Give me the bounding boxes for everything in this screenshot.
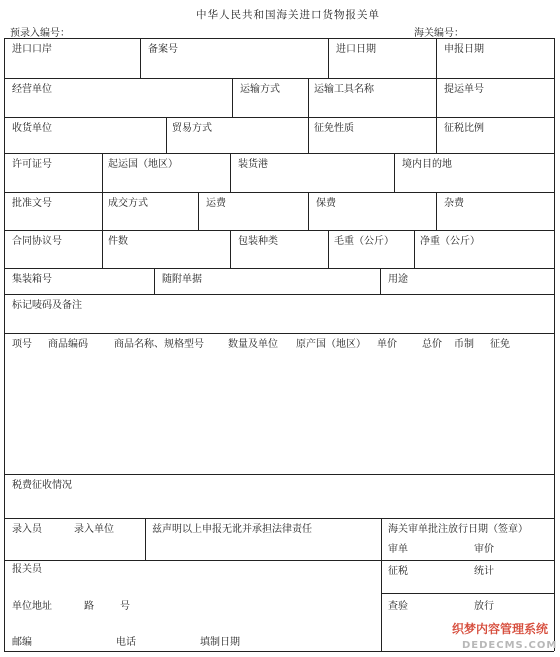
row-divider <box>4 117 554 118</box>
levy-tax-label: 征税 <box>388 566 408 577</box>
consignee-label: 收货单位 <box>12 123 52 134</box>
row-divider <box>4 230 554 231</box>
loading-port-label: 装货港 <box>238 159 268 170</box>
package-type-label: 包装种类 <box>238 236 278 247</box>
net-weight-label: 净重（公斤） <box>420 236 480 247</box>
review-label: 审单 <box>388 544 408 555</box>
release-label: 放行 <box>474 601 494 612</box>
origin-country-label: 起运国（地区） <box>108 159 178 170</box>
table-right-border <box>554 38 555 651</box>
cell-divider <box>436 38 437 78</box>
cell-divider <box>328 230 329 268</box>
contract-no-label: 合同协议号 <box>12 236 62 247</box>
row-divider <box>4 518 554 519</box>
cell-divider <box>328 38 329 78</box>
deal-mode-label: 成交方式 <box>108 198 148 209</box>
cell-divider <box>166 117 167 153</box>
container-no-label: 集装箱号 <box>12 274 52 285</box>
cell-divider <box>436 117 437 153</box>
row-divider <box>4 268 554 269</box>
inspection-label: 查验 <box>388 601 408 612</box>
watermark-text-en: DEDECMS.COM <box>462 640 558 651</box>
unit-price-header: 单价 <box>377 339 397 350</box>
table-left-border <box>4 38 5 651</box>
customs-no-label: 海关编号： <box>414 28 464 39</box>
cell-divider <box>308 192 309 230</box>
cell-divider <box>308 78 309 117</box>
row-divider <box>4 333 554 334</box>
name-spec-header: 商品名称、规格型号 <box>114 339 204 350</box>
cell-divider <box>230 230 231 268</box>
transport-name-label: 运输工具名称 <box>314 84 374 95</box>
destination-label: 境内目的地 <box>402 159 452 170</box>
declare-date-label: 申报日期 <box>444 44 484 55</box>
qty-unit-header: 数量及单位 <box>228 339 278 350</box>
form-title: 中华人民共和国海关进口货物报关单 <box>196 9 380 21</box>
gross-weight-label: 毛重（公斤） <box>334 236 394 247</box>
item-no-header: 项号 <box>12 339 32 350</box>
marks-remarks-label: 标记唛码及备注 <box>12 300 82 311</box>
table-top-border <box>4 38 554 39</box>
entry-clerk-label: 录入员 <box>12 524 42 535</box>
cell-divider <box>102 230 103 268</box>
bottom-row-divider <box>4 560 554 561</box>
levy-nature-label: 征免性质 <box>314 123 354 134</box>
levy-ratio-label: 征税比例 <box>444 123 484 134</box>
usage-label: 用途 <box>388 274 408 285</box>
cell-divider <box>394 153 395 192</box>
postcode-label: 邮编 <box>12 637 32 648</box>
cell-divider <box>145 518 146 560</box>
cell-divider <box>198 192 199 230</box>
attached-docs-label: 随附单据 <box>162 274 202 285</box>
pre-entry-no-label: 预录入编号： <box>10 28 70 39</box>
statistics-label: 统计 <box>474 566 494 577</box>
trade-mode-label: 贸易方式 <box>172 123 212 134</box>
approval-no-label: 批准文号 <box>12 198 52 209</box>
cell-divider <box>308 117 309 153</box>
cell-divider <box>436 78 437 117</box>
freight-label: 运费 <box>206 198 226 209</box>
transport-mode-label: 运输方式 <box>240 84 280 95</box>
row-divider <box>4 153 554 154</box>
insurance-label: 保费 <box>316 198 336 209</box>
cell-divider <box>102 192 103 230</box>
cell-divider <box>414 230 415 268</box>
pieces-label: 件数 <box>108 236 128 247</box>
record-no-label: 备案号 <box>148 44 178 55</box>
business-unit-label: 经营单位 <box>12 84 52 95</box>
bill-no-label: 提运单号 <box>444 84 484 95</box>
row-divider <box>4 294 554 295</box>
commodity-code-header: 商品编码 <box>48 339 88 350</box>
road-label: 路 <box>84 601 94 612</box>
cell-divider <box>154 268 155 294</box>
license-no-label: 许可证号 <box>12 159 52 170</box>
row-divider <box>4 474 554 475</box>
row-divider <box>4 192 554 193</box>
cell-divider <box>102 153 103 192</box>
entry-unit-label: 录入单位 <box>74 524 114 535</box>
cell-divider <box>230 153 231 192</box>
unit-address-label: 单位地址 <box>12 601 52 612</box>
cell-divider <box>140 38 141 78</box>
misc-fee-label: 杂费 <box>444 198 464 209</box>
fill-date-label: 填制日期 <box>200 637 240 648</box>
cell-divider <box>381 518 382 651</box>
import-port-label: 进口口岸 <box>12 44 52 55</box>
origin-header: 原产国（地区） <box>296 339 366 350</box>
total-price-header: 总价 <box>422 339 442 350</box>
levy-header: 征免 <box>490 339 510 350</box>
declarant-label: 报关员 <box>12 564 42 575</box>
phone-label: 电话 <box>116 637 136 648</box>
cell-divider <box>380 268 381 294</box>
cell-divider <box>436 192 437 230</box>
cell-divider <box>232 78 233 117</box>
approval-date-label: 海关审单批注放行日期（签章） <box>388 524 528 535</box>
currency-header: 币制 <box>454 339 474 350</box>
number-label: 号 <box>120 601 130 612</box>
price-review-label: 审价 <box>474 544 494 555</box>
statement-label: 兹声明以上申报无讹并承担法律责任 <box>152 524 312 535</box>
table-bottom-border <box>4 651 554 652</box>
watermark-text-cn: 织梦内容管理系统 <box>452 622 549 636</box>
import-date-label: 进口日期 <box>336 44 376 55</box>
row-divider <box>4 78 554 79</box>
bottom-right-divider <box>381 593 554 594</box>
tax-status-label: 税费征收情况 <box>12 480 72 491</box>
